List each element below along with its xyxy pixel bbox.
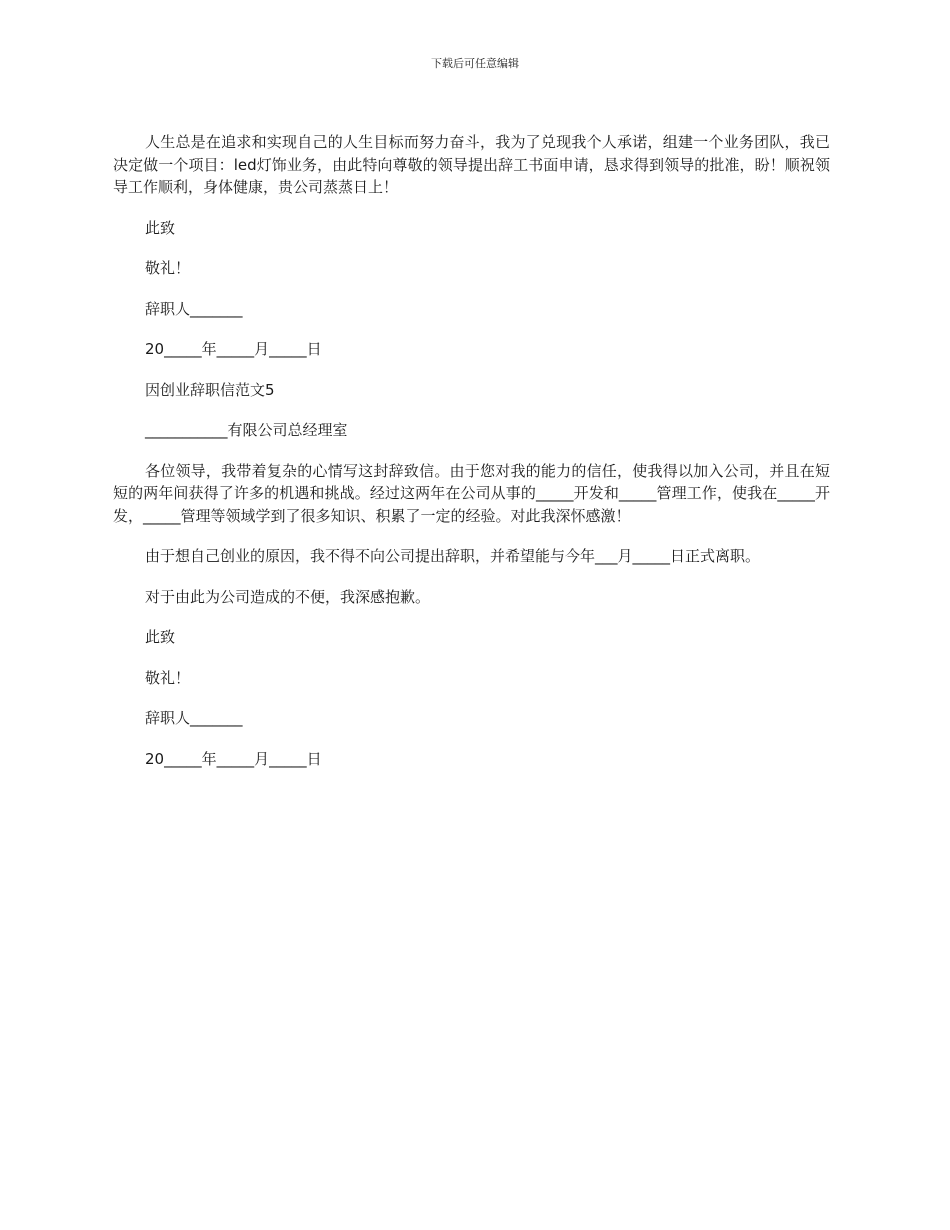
letter2-date: 20_____年_____月_____日 — [145, 749, 322, 768]
letter2-recipient: ___________有限公司总经理室 — [145, 421, 348, 439]
section-title: 因创业辞职信范文5 — [145, 380, 275, 399]
letter2-salutation: 此致 — [145, 628, 176, 646]
letter1-date: 20_____年_____月_____日 — [145, 340, 322, 358]
page-header-note: 下载后可任意编辑 — [431, 57, 519, 70]
letter2-paragraph-3: 对于由此为公司造成的不便，我深感抱歉。 — [145, 587, 431, 606]
letter1-signature: 辞职人_______ — [145, 299, 243, 318]
letter2-regards: 敬礼！ — [145, 668, 191, 687]
letter1-salutation: 此致 — [145, 218, 176, 237]
letter2-paragraph-2: 由于想自己创业的原因，我不得不向公司提出辞职，并希望能与今年___月_____日正式离职。 — [145, 547, 761, 565]
letter1-body: 人生总是在追求和实现自己的人生目标而努力奋斗，我为了兑现我个人承诺，组建一个业务团队，我已决定做一个项目：led灯饰业务，由此特向尊敬的领导提出辞工书面申请，恳求得到领导的批准，盼！顺祝领导工作顺利，身体健康，贵公司蒸蒸日上！ — [113, 133, 830, 196]
letter2-paragraph-1: 各位领导，我带着复杂的心情写这封辞致信。由于您对我的能力的信任，使我得以加入公司，并且在短短的两年间获得了许多的机遇和挑战。经过这两年在公司从事的_____开发和_____管理工作，使我在_____开发，_____管理等领域学到了很多知识、积累了一定的经验。对此我深怀感激！ — [113, 461, 830, 525]
letter1-regards: 敬礼！ — [145, 259, 191, 277]
document-body — [113, 131, 830, 788]
letter2-signature: 辞职人_______ — [145, 709, 243, 727]
